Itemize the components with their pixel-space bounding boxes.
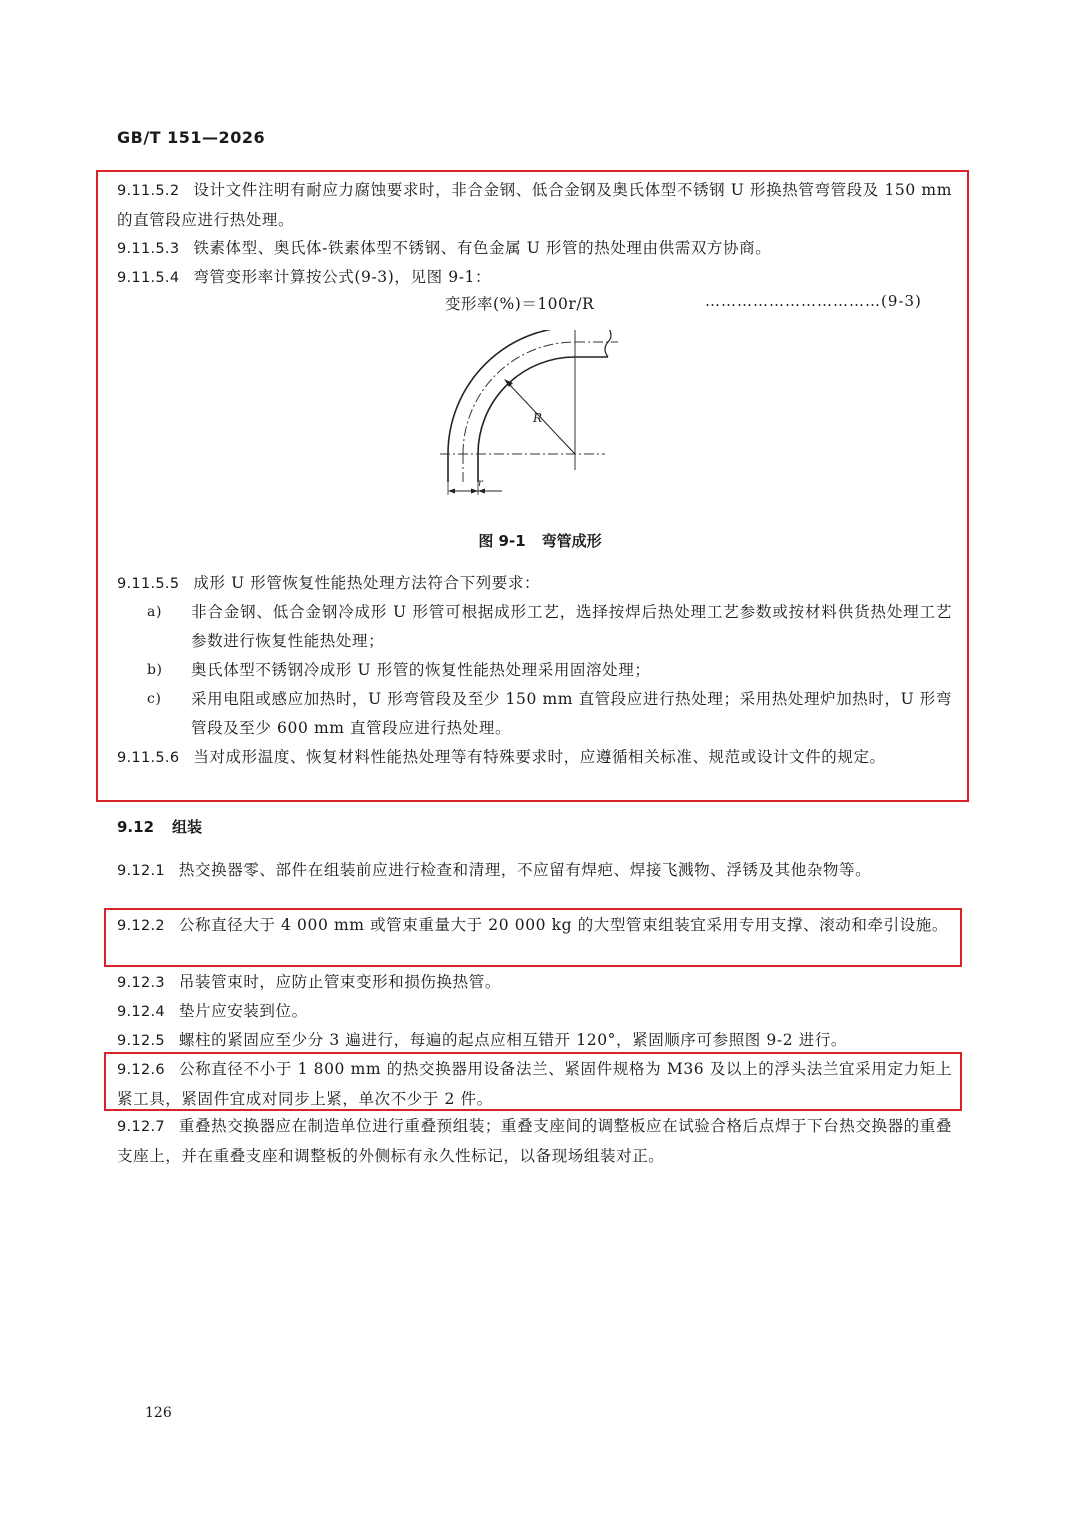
list-item-b: [147, 656, 952, 685]
clause-number: 9.12.6: [117, 1062, 165, 1078]
section-title: 组装: [172, 818, 203, 836]
clause-number: 9.11.5.3: [117, 241, 180, 257]
clause-text: 公称直径大于 4 000 mm 或管束重量大于 20 000 kg 的大型管束组装宜采用专用支撑、滚动和牵引设施。: [178, 916, 949, 934]
clause-text: 成形 U 形管恢复性能热处理方法符合下列要求：: [193, 574, 541, 592]
clause-9-11-5-6: [117, 743, 952, 773]
clause-number: 9.12.4: [117, 1004, 165, 1020]
list-item-c: [147, 685, 952, 743]
clause-9-12-6: [117, 1055, 952, 1114]
clause-number: 9.12.2: [117, 918, 165, 934]
clause-text: 铁素体型、奥氏体-铁素体型不锈钢、有色金属 U 形管的热处理由供需双方协商。: [193, 239, 772, 257]
list-item-a: [147, 598, 952, 656]
list-item-text: 奥氏体型不锈钢冷成形 U 形管的恢复性能热处理采用固溶处理；: [191, 661, 651, 679]
formula-9-3: 变形率(%)＝100r/R: [445, 295, 595, 313]
clause-number: 9.11.5.5: [117, 576, 180, 592]
figure-number: 图 9-1: [478, 532, 526, 550]
clause-number: 9.12.1: [117, 863, 165, 879]
page-number: 126: [145, 1405, 172, 1421]
list-marker: b): [147, 662, 163, 678]
list-item-text: 非合金钢、低合金钢冷成形 U 形管可根据成形工艺，选择按焊后热处理工艺参数或按材料供货热处理工艺参数进行恢复性能热处理；: [191, 603, 952, 650]
clause-9-12-7: [117, 1112, 952, 1171]
clause-text: 吊装管束时，应防止管束变形和损伤换热管。: [178, 973, 501, 991]
clause-number: 9.12.3: [117, 975, 165, 991]
list-item-text: 采用电阻或感应加热时，U 形弯管段及至少 150 mm 直管段应进行热处理；采用热处理炉加热时，U 形弯管段及至少 600 mm 直管段应进行热处理。: [191, 690, 952, 737]
clause-9-11-5-3: [117, 234, 952, 264]
section-heading-9-12: [117, 816, 202, 837]
figure-title: 弯管成形: [541, 532, 602, 550]
radius-label: R: [533, 411, 543, 425]
clause-9-12-4: [117, 997, 952, 1027]
section-number: 9.12: [117, 818, 155, 836]
clause-number: 9.11.5.6: [117, 750, 180, 766]
list-marker: a): [147, 604, 163, 620]
clause-text: 热交换器零、部件在组装前应进行检查和清理，不应留有焊疤、焊接飞溅物、浮锈及其他杂物等。: [178, 861, 872, 879]
bend-r-label: r: [478, 478, 483, 489]
clause-9-12-1: [117, 856, 952, 886]
clause-9-12-2: [117, 911, 952, 941]
clause-text: 弯管变形率计算按公式(9-3)，见图 9-1：: [193, 268, 492, 286]
standard-code-header: GB/T 151—2026: [117, 128, 266, 147]
clause-text: 设计文件注明有耐应力腐蚀要求时，非合金钢、低合金钢及奥氏体型不锈钢 U 形换热管弯管段及 150 mm 的直管段应进行热处理。: [117, 181, 952, 229]
clause-9-11-5-2: [117, 176, 952, 235]
figure-caption: [0, 530, 1080, 551]
formula-reference: ……………………………(9-3): [705, 292, 922, 310]
list-marker: c): [147, 691, 162, 707]
clause-number: 9.11.5.4: [117, 270, 180, 286]
clause-number: 9.12.7: [117, 1119, 165, 1135]
clause-text: 公称直径不小于 1 800 mm 的热交换器用设备法兰、紧固件规格为 M36 及以上的浮头法兰宜采用定力矩上紧工具，紧固件宜成对同步上紧，单次不少于 2 件。: [117, 1060, 952, 1108]
clause-text: 重叠热交换器应在制造单位进行重叠预组装；重叠支座间的调整板应在试验合格后点焊于下台热交换器的重叠支座上，并在重叠支座和调整板的外侧标有永久性标记，以备现场组装对正。: [117, 1117, 952, 1165]
clause-number: 9.11.5.2: [117, 183, 180, 199]
clause-9-12-5: [117, 1026, 952, 1056]
clause-number: 9.12.5: [117, 1033, 165, 1049]
pipe-bend-figure: [440, 330, 630, 505]
clause-9-11-5-4: [117, 263, 952, 293]
clause-text: 当对成形温度、恢复材料性能热处理等有特殊要求时，应遵循相关标准、规范或设计文件的规定。: [193, 748, 886, 766]
clause-text: 螺柱的紧固应至少分 3 遍进行，每遍的起点应相互错开 120°，紧固顺序可参照图 9-2 进行。: [178, 1031, 848, 1049]
clause-9-12-3: [117, 968, 952, 998]
clause-text: 垫片应安装到位。: [178, 1002, 308, 1020]
clause-9-11-5-5: [117, 569, 952, 599]
